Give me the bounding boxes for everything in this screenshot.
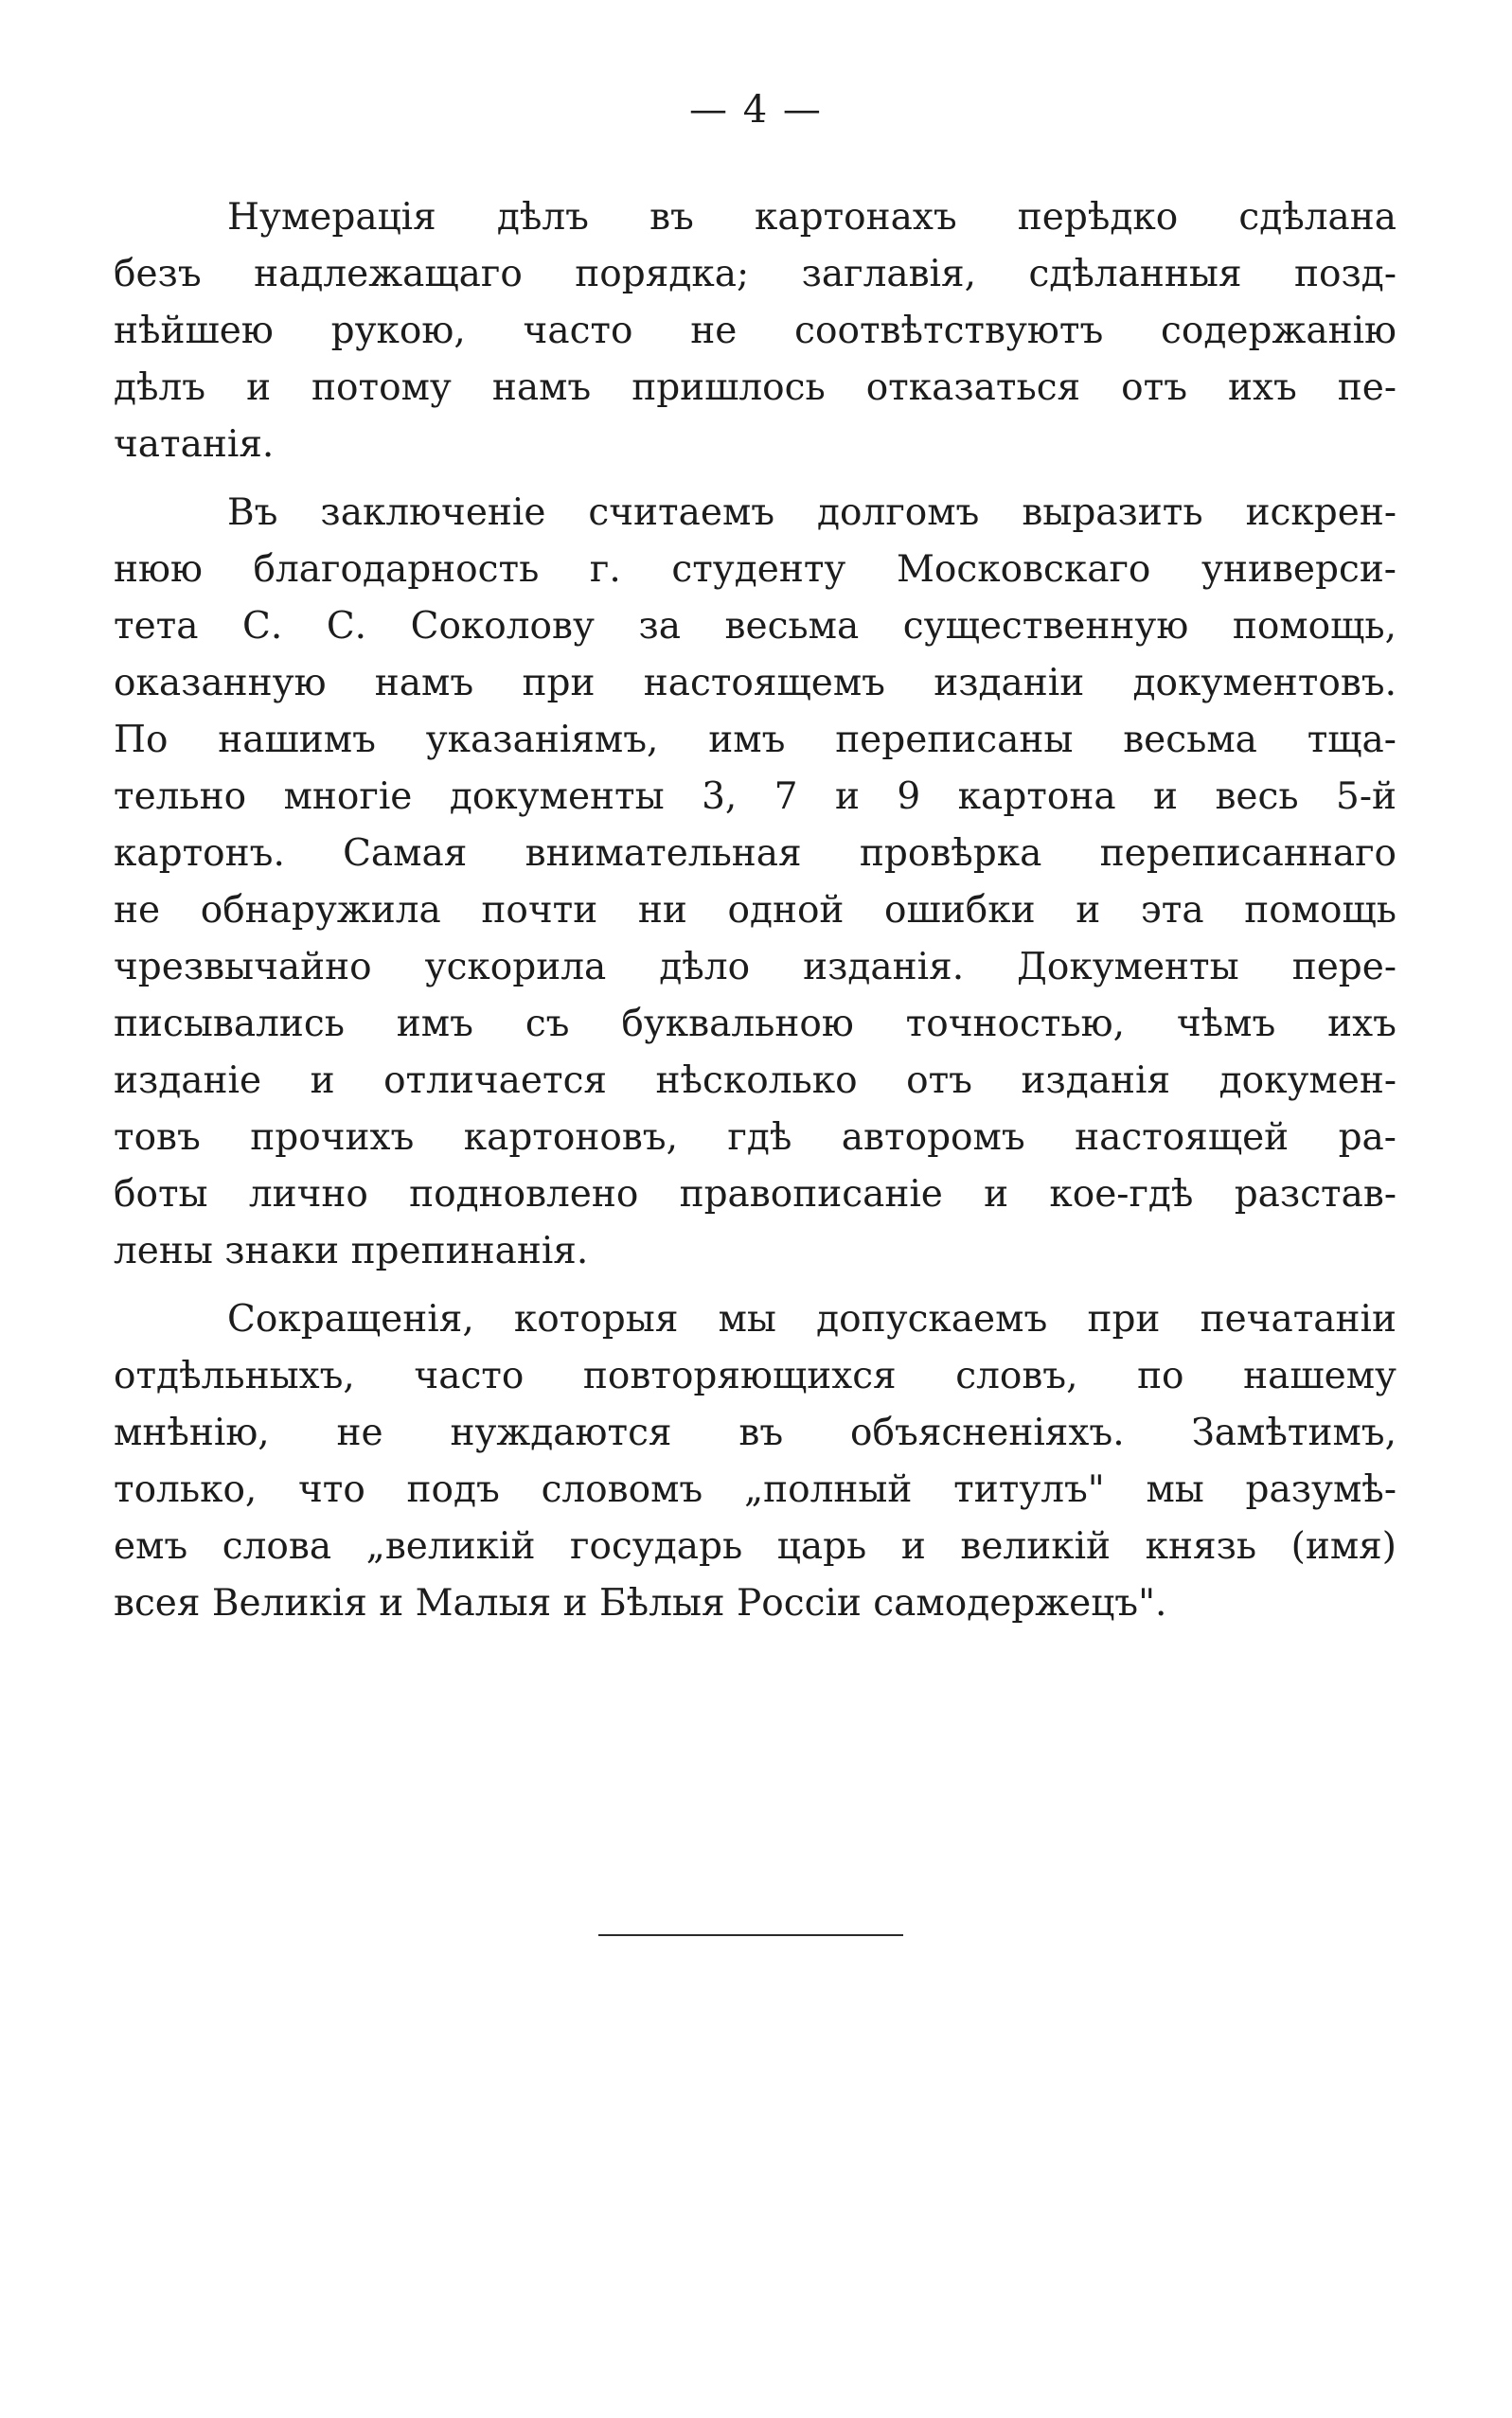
- text-line: нѣйшею рукою, часто не соотвѣтствуютъ содержанію: [114, 310, 1396, 352]
- text-line: емъ слова „великій государь царь и великій князь (имя): [114, 1525, 1396, 1568]
- text-line: чрезвычайно ускорила дѣло изданія. Документы пере-: [114, 946, 1396, 988]
- text-line: только, что подъ словомъ „полный титулъ" мы разумѣ-: [114, 1468, 1396, 1511]
- text-line: тельно многіе документы 3, 7 и 9 картона и весь 5-й: [114, 775, 1396, 818]
- page-number: — 4 —: [689, 88, 823, 132]
- text-line: лены знаки препинанія.: [114, 1230, 589, 1272]
- text-line: оказанную намъ при настоящемъ изданіи документовъ.: [114, 662, 1396, 704]
- text-line: боты лично подновлено правописаніе и кое-гдѣ разстав-: [114, 1173, 1396, 1216]
- text-line: По нашимъ указаніямъ, имъ переписаны весьма тща-: [114, 719, 1396, 761]
- text-line: тета С. С. Соколову за весьма существенную помощь,: [114, 605, 1396, 648]
- text-line: безъ надлежащаго порядка; заглавія, сдѣланныя позд-: [114, 253, 1396, 295]
- section-divider: [598, 1934, 903, 1936]
- text-line: товъ прочихъ картоновъ, гдѣ авторомъ настоящей ра-: [114, 1116, 1396, 1159]
- text-line: чатанія.: [114, 423, 275, 466]
- text-line: Сокращенія, которыя мы допускаемъ при печатаніи: [227, 1298, 1396, 1341]
- text-line: Въ заключеніе считаемъ долгомъ выразить искрен-: [227, 491, 1396, 534]
- text-line: всея Великія и Малыя и Бѣлыя Россіи самодержецъ".: [114, 1582, 1167, 1625]
- text-line: дѣлъ и потому намъ пришлось отказаться отъ ихъ пе-: [114, 366, 1396, 409]
- text-line: Нумерація дѣлъ въ картонахъ перѣдко сдѣлана: [227, 196, 1396, 239]
- text-line: писывались имъ съ буквальною точностью, чѣмъ ихъ: [114, 1003, 1396, 1045]
- text-line: мнѣнію, не нуждаются въ объясненіяхъ. Замѣтимъ,: [114, 1412, 1396, 1454]
- text-line: отдѣльныхъ, часто повторяющихся словъ, по нашему: [114, 1355, 1396, 1397]
- text-line: нюю благодарность г. студенту Московскаго универси-: [114, 548, 1396, 591]
- text-line: не обнаружила почти ни одной ошибки и эта помощь: [114, 889, 1396, 932]
- text-line: изданіе и отличается нѣсколько отъ изданія докумен-: [114, 1059, 1396, 1102]
- text-line: картонъ. Самая внимательная провѣрка переписаннаго: [114, 832, 1396, 875]
